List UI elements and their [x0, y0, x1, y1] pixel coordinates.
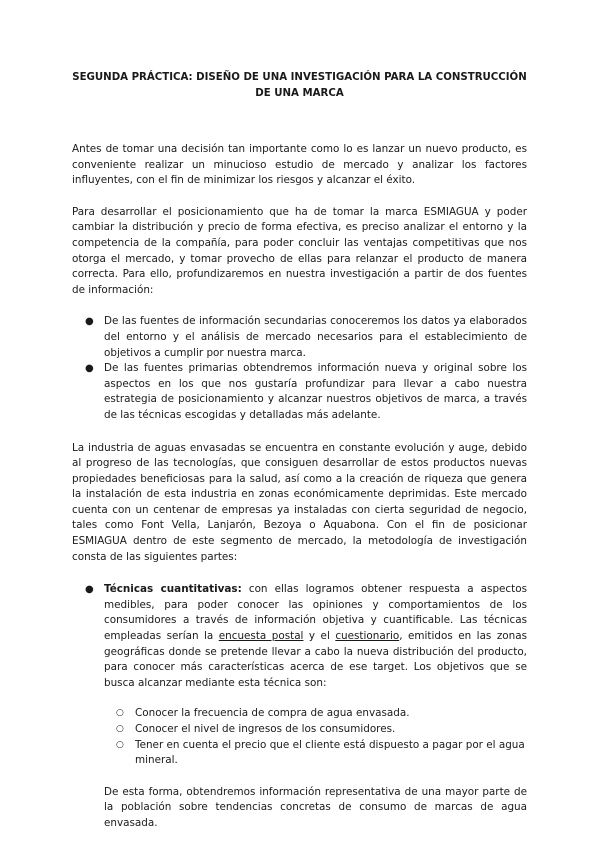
- sources-list: [72, 314, 527, 423]
- circle-bullet-icon: ○: [116, 739, 124, 750]
- positioning-paragraph: Para desarrollar el posicionamiento que ha de tomar la marca ESMIAGUA y poder cambiar la distribución y precio de forma efectiva, es preciso analizar el entorno y la competencia de la compañía, para poder concluir las ventajas competitivas que nos otorga el mercado, y tomar provecho de ellas para relanzar el producto de manera correcta. Para ello, profundizaremos en nuestra investigación a partir de dos fuentes de información:: [72, 205, 527, 296]
- circle-bullet-icon: ○: [116, 708, 124, 719]
- list-item: ● De las fuentes de información secundarias conoceremos los datos ya elaborados del entorno y el análisis de mercado necesarios para el establecimiento de objetivos a cumplir por nuestra marca.: [85, 315, 527, 359]
- quant-label: Técnicas cuantitativas:: [104, 583, 242, 596]
- closing-paragraph: De esta forma, obtendremos información representativa de una mayor parte de la población sobre tendencias concretas de consumo de marcas de agua envasada.: [104, 785, 527, 829]
- list-item: ○ Tener en cuenta el precio que el cliente está dispuesto a pagar por el agua mineral.: [116, 738, 525, 767]
- list-item: ○ Conocer el nivel de ingresos de los consumidores.: [135, 722, 527, 738]
- quant-techniques-item: ● Técnicas cuantitativas: con ellas logramos obtener respuesta a aspectos medibles, para poder conocer las opiniones y comportamientos de los consumidores a través de información objetiva y cuantificable. Las técnicas empleadas serían la encuesta postal y el cuestionario, emitidos en las zonas geográficas donde se pretende llevar a cabo la nueva distribución del producto, para conocer más características acerca de ese target. Los objetivos que se busca alcanzar mediante esta técnica son:: [85, 583, 527, 689]
- objectives-list: [72, 706, 527, 768]
- intro-paragraph: Antes de tomar una decisión tan importante como lo es lanzar un nuevo producto, es conveniente realizar un minucioso estudio de mercado y analizar los factores influyentes, con el fin de minimizar los riesgos y alcanzar el éxito.: [72, 143, 527, 187]
- bullet-icon: ●: [85, 363, 94, 375]
- list-item: ○ Conocer la frecuencia de compra de agua envasada.: [135, 706, 527, 722]
- page-title: SEGUNDA PRÁCTICA: DISEÑO DE UNA INVESTIGACIÓN PARA LA CONSTRUCCIÓN DE UNA MARCA: [72, 72, 527, 99]
- bullet-icon: ●: [85, 584, 94, 596]
- methodology-list: [72, 582, 527, 691]
- industry-paragraph: La industria de aguas envasadas se encuentra en constante evolución y auge, debido al progreso de las tecnologías, que consiguen desarrollar de estos productos nuevas propiedades beneficiosas para la salud, así como a la creación de riqueza que genera la instalación de esta industria en zonas económicamente deprimidas. Este mercado cuenta con un centenar de empresas ya instaladas con cierta seguridad de negocio, tales como Font Vella, Lanjarón, Bezoya o Aquabona. Con el fin de posicionar ESMIAGUA dentro de este segmento de mercado, la metodología de investigación consta de las siguientes partes:: [72, 441, 527, 563]
- circle-bullet-icon: ○: [116, 724, 124, 734]
- list-item: ● De las fuentes primarias obtendremos información nueva y original sobre los aspectos en los que nos gustaría profundizar para llevar a cabo nuestra estrategia de posicionamiento y alcanzar nuestros objetivos de marca, a través de las técnicas escogidas y detalladas más adelante.: [85, 362, 527, 421]
- cuestionario-link: cuestionario: [335, 630, 400, 643]
- bullet-icon: ●: [85, 316, 94, 328]
- encuesta-postal-link: encuesta postal: [218, 630, 304, 643]
